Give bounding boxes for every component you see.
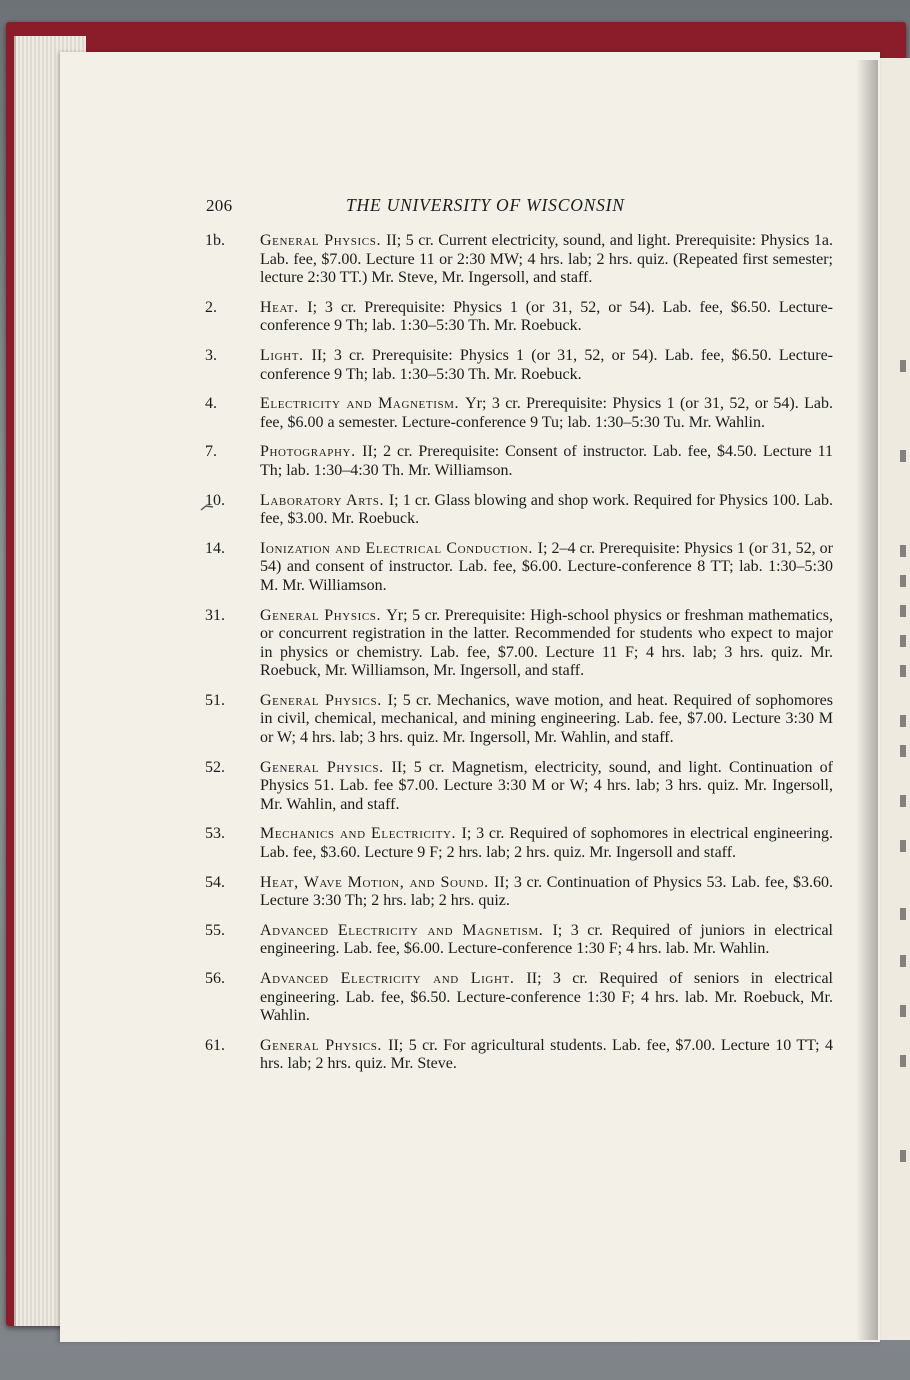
course-description: II; 3 cr. Continuation of Physics 53. Lab. fee, $3.60. Lecture 3:30 Th; 2 hrs. lab; 2 hrs. quiz.: [260, 873, 833, 910]
course-description: II; 3 cr. Required of seniors in electrical engineering. Lab. fee, $6.50. Lecture-conference 1:30 F; 4 hrs. lab. Mr. Roebuck, Mr. Wahlin.: [260, 970, 834, 1025]
course-entry: [205, 874, 833, 911]
course-entry: [205, 347, 833, 384]
course-entry: [205, 540, 833, 596]
course-title: Advanced Electricity and Magnetism.: [260, 921, 553, 939]
course-title: Light.: [260, 346, 312, 364]
course-number: 55.: [205, 921, 225, 939]
course-description: I; 1 cr. Glass blowing and shop work. Required for Physics 100. Lab. fee, $3.00. Mr. Roebuck.: [260, 491, 833, 528]
course-number: 4.: [205, 395, 217, 413]
course-title: Heat, Wave Motion, and Sound.: [260, 873, 495, 891]
course-description: II; 5 cr. Current electricity, sound, and light. Prerequisite: Physics 1a. Lab. fee, $7.00. Lecture 11 or 2:30 MW; 4 hrs. lab; 2 hrs. quiz. (Repeated first semester; lecture 2:30 TT.) Mr. Steve, Mr. Ingersoll, and staff.: [260, 232, 833, 287]
course-title: Heat.: [260, 298, 308, 316]
course-description: Yr; 5 cr. Prerequisite: High-school physics or freshman mathematics, or concurrent registration in the latter. Recommended for students who expect to major in physics or chemistry. Lab. fee, $7.00. Lecture 11 F; 4 hrs. lab; 3 hrs. quiz. Mr. Roebuck, Mr. Williamson, Mr. Ingersoll, and staff.: [260, 606, 833, 680]
course-description: I; 2–4 cr. Prerequisite: Physics 1 (or 31, 52, or 54) and consent of instructor. Lab. fee, $6.00. Lecture-conference 8 TT; lab. 1:30–5:30 M. Mr. Williamson.: [260, 539, 834, 594]
course-entry: [205, 825, 833, 862]
course-description: II; 3 cr. Prerequisite: Physics 1 (or 31, 52, or 54). Lab. fee, $6.50. Lecture-conference 9 Th; lab. 1:30–5:30 Th. Mr. Roebuck.: [260, 346, 834, 383]
course-description: II; 5 cr. Magnetism, electricity, sound, and light. Continuation of Physics 51. Lab. fee $7.00. Lecture 3:30 M or W; 4 hrs. lab; 3 hrs. quiz. Mr. Ingersoll, Mr. Wahlin, and staff.: [260, 758, 833, 813]
course-title: Ionization and Electrical Conduction.: [260, 539, 538, 557]
running-head: [206, 192, 676, 220]
course-entry: [205, 970, 833, 1026]
course-entry: [205, 395, 833, 432]
course-number: 51.: [205, 691, 225, 709]
course-number: 56.: [205, 970, 225, 987]
course-description: II; 2 cr. Prerequisite: Consent of instructor. Lab. fee, $4.50. Lecture 11 Th; lab. 1:30–4:30 Th. Mr. Williamson.: [260, 443, 834, 479]
course-number: 10.: [205, 491, 225, 509]
course-entry: [205, 492, 833, 529]
course-entry: [205, 922, 833, 959]
course-description: I; 3 cr. Required of sophomores in electrical engineering. Lab. fee, $3.60. Lecture 9 F; 2 hrs. lab; 2 hrs. quiz. Mr. Ingersoll and staff.: [260, 825, 833, 862]
course-title: Laboratory Arts.: [260, 491, 389, 509]
page-gutter-shadow: [856, 60, 878, 1340]
course-description: I; 3 cr. Prerequisite: Physics 1 (or 31, 52, or 54). Lab. fee, $6.50. Lecture-conference 9 Th; lab. 1:30–5:30 Th. Mr. Roebuck.: [260, 298, 833, 335]
course-number: 7.: [205, 443, 217, 461]
course-list: [205, 232, 833, 1085]
course-title: General Physics.: [260, 1036, 389, 1054]
course-number: 1b.: [205, 232, 225, 249]
course-entry: [205, 443, 833, 480]
facing-page-edge-text: [898, 60, 910, 1320]
course-number: 31.: [205, 606, 225, 624]
course-number: 53.: [205, 825, 225, 843]
course-title: General Physics.: [260, 691, 388, 709]
course-title: Mechanics and Electricity.: [260, 825, 462, 843]
course-entry: [205, 692, 833, 748]
running-head-title: THE UNIVERSITY OF WISCONSIN: [346, 195, 625, 215]
course-title: General Physics.: [260, 758, 392, 776]
course-number: 54.: [205, 873, 225, 891]
course-entry: [205, 759, 833, 815]
course-entry: [205, 607, 833, 681]
course-description: I; 3 cr. Required of juniors in electrical engineering. Lab. fee, $6.00. Lecture-conference 1:30 F; 4 hrs. lab. Mr. Wahlin.: [260, 921, 833, 958]
course-entry: [205, 1037, 833, 1074]
course-title: Advanced Electricity and Light.: [260, 970, 527, 987]
course-number: 2.: [205, 298, 217, 316]
course-entry: [205, 232, 833, 288]
course-description: II; 5 cr. For agricultural students. Lab. fee, $7.00. Lecture 10 TT; 4 hrs. lab; 2 hrs. quiz. Mr. Steve.: [260, 1036, 833, 1073]
course-number: 14.: [205, 539, 225, 557]
course-title: Electricity and Magnetism.: [260, 395, 466, 413]
course-title: General Physics.: [260, 606, 387, 624]
course-description: I; 5 cr. Mechanics, wave motion, and heat. Required of sophomores in civil, chemical, mechanical, and mining engineering. Lab. fee, $7.00. Lecture 3:30 M or W; 4 hrs. lab; 3 hrs. quiz. Mr. Ingersoll, Mr. Wahlin, and staff.: [260, 691, 833, 747]
course-number: 61.: [205, 1036, 225, 1054]
course-number: 3.: [205, 346, 217, 364]
course-number: 52.: [205, 758, 225, 776]
course-entry: [205, 299, 833, 336]
page-number: 206: [206, 196, 233, 215]
course-title: Photography.: [260, 443, 363, 461]
course-title: General Physics.: [260, 232, 387, 249]
course-description: Yr; 3 cr. Prerequisite: Physics 1 (or 31, 52, or 54). Lab. fee, $6.00 a semester. Lecture-conference 9 Tu; lab. 1:30–5:30 Tu. Mr. Wahlin.: [260, 395, 833, 431]
